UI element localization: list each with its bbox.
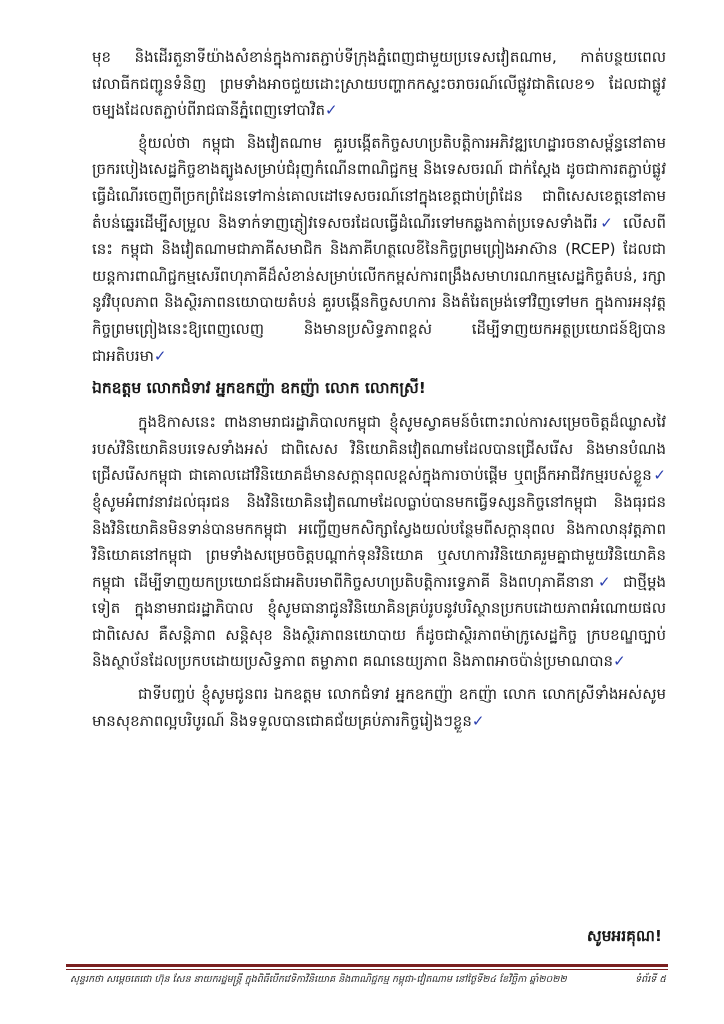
paragraph-3 bbox=[92, 409, 666, 675]
paragraph-4 bbox=[92, 681, 666, 734]
salutation-heading: ឯកឧត្តម លោកជំទាវ អ្នកឧកញ៉ា ឧកញ៉ា លោក លោកស្រី! bbox=[92, 379, 426, 398]
paragraph-4-text: ជាទីបញ្ចប់ ខ្ញុំសូមជូនពរ ឯកឧត្តម លោកជំទាវ អ្នកឧកញ៉ា ឧកញ៉ា លោក លោកស្រីទាំងអស់សូមមានសុខភាពល្អបរិបូរណ៍ និងទទួលបានជោគជ័យគ្រប់ភារកិច្ចរៀងៗខ្លួន bbox=[92, 685, 666, 730]
page-footer bbox=[70, 973, 666, 987]
checkmark-icon: ✓ bbox=[153, 346, 167, 365]
paragraph-3-text: ក្នុងឱកាសនេះ ពាងនាមរាជរដ្ឋាភិបាលកម្ពុជា ខ្ញុំសូមស្វាគមន៍ចំពោះរាល់ការសម្រេចចិត្តដ៏ឈ្លាសវៃរបស់វិនិយោគិនបរទេសទាំងអស់ ជាពិសេស វិនិយោគិនវៀតណាមដែលបានជ្រើសរើស និងមានបំណងជ្រើសរើសកម្ពុជា ជាគោលដៅវិនិយោគដ៏មានសក្តានុពលខ្ពស់ក្នុងការចាប់ផ្តើម ឬពង្រីកអាជីវកម្មរបស់ខ្លួន bbox=[92, 413, 666, 485]
paragraph-2 bbox=[92, 130, 666, 369]
checkmark-icon: ✓ bbox=[651, 466, 666, 485]
checkmark-icon: ✓ bbox=[597, 213, 616, 232]
footer-divider bbox=[66, 964, 668, 967]
page-body bbox=[92, 44, 666, 740]
footer-speech-title: សុន្ទរកថា សម្តេចតេជោ ហ៊ុន សែន នាយករដ្ឋមន្ត្រី ក្នុងពិធីបើកវេទិកាវិនិយោគ និងពាណិជ្ជកម្ម កម្ពុជា-វៀតណាម នៅថ្ងៃទី២៤ ខែវិច្ឆិកា ឆ្នាំ២០២២ bbox=[70, 974, 567, 985]
checkmark-icon: ✓ bbox=[471, 711, 485, 730]
footer-divider-thin bbox=[66, 969, 668, 970]
page-number: ទំព័រទី ៥ bbox=[635, 974, 666, 985]
checkmark-icon: ✓ bbox=[324, 101, 338, 120]
paragraph-2-text: ខ្ញុំយល់ថា កម្ពុជា និងវៀតណាម គួរបង្កើតកិច្ចសហប្រតិបត្តិការអភិវឌ្ឍហេដ្ឋារចនាសម្ព័ន្ធនៅតាមច្រករបៀងសេដ្ឋកិច្ចខាងត្បូងសម្រាប់ជំរុញកំណើនពាណិជ្ជកម្ម និងទេសចរណ៍ ជាក់ស្តែង ដូចជាការតភ្ជាប់ផ្លូវធ្វើដំណើរចេញពីច្រកព្រំដែនទៅកាន់គោលដៅទេសចរណ៍នៅក្នុងខេត្តជាប់ព្រំដែន ជាពិសេសខេត្តនៅតាមតំបន់ឆ្នេរដើម្បីសម្រួល និងទាក់ទាញភ្ញៀវទេសចរដែលធ្វើដំណើរទៅមកឆ្លងកាត់ប្រទេសទាំងពីរ bbox=[92, 133, 666, 232]
closing-thanks: សូមអរគុណ! bbox=[586, 927, 662, 945]
paragraph-1 bbox=[92, 44, 666, 124]
paragraph-1-text: មុខ និងដើរតួនាទីយ៉ាងសំខាន់ក្នុងការតភ្ជាប់ទីក្រុងភ្នំពេញជាមួយប្រទេសវៀតណាម, កាត់បន្ថយពេលវេលាធីកជញ្ជូនទំនិញ ព្រមទាំងអាចជួយដោះស្រាយបញ្ហាកកស្ទះចរាចរណ៍លើផ្លូវជាតិលេខ១ ដែលជាផ្លូវចម្បងដែលតភ្ជាប់ពីរាជធានីភ្នំពេញទៅបាវិត bbox=[92, 48, 666, 120]
paragraph-3-text-after: ខ្ញុំសូមអំពាវនាវដល់ធុរជន និងវិនិយោគិនវៀតណាមដែលធ្លាប់បានមកធ្វើទស្សនកិច្ចនៅកម្ពុជា និងធុរជន និងវិនិយោគិនមិនទាន់បានមកកម្ពុជា អញ្ជើញមកសិក្សាស្វែងយល់បន្ថែមពីសក្តានុពល និងកាលានុវត្តភាពវិនិយោគនៅកម្ពុជា ព្រមទាំងសម្រេចចិត្តបណ្តាក់ទុនវិនិយោគ ឬសហការវិនិយោគរួមគ្នាជាមួយវិនិយោគិនកម្ពុជា ដើម្បីទាញយកប្រយោជន៍ជាអតិបរមាពីកិច្ចសហប្រតិបត្តិការទ្វេភាគី និងពហុភាគីនានា bbox=[92, 492, 666, 591]
checkmark-icon: ✓ bbox=[594, 572, 615, 591]
paragraph-2-text-after: លើសពីនេះ កម្ពុជា និងវៀតណាមជាភាគីសមាជិក និងភាគីហត្ថលេខីនៃកិច្ចព្រមព្រៀងអាស៊ាន (RCEP) ដែលជាយន្តការពាណិជ្ជកម្មសេរីពហុភាគីដ៏សំខាន់សម្រាប់លើកកម្ពស់ការពង្រឹងសមាហរណកម្មសេដ្ឋកិច្ចតំបន់, រក្សានូវវិបុលភាព និងស្ថិរភាពនយោបាយតំបន់ គួរបង្កើនកិច្ចសហការ និងតំរែតម្រង់ទៅវិញទៅមក ក្នុងការអនុវត្តកិច្ចព្រមព្រៀងនេះឱ្យពេញលេញ និងមានប្រសិទ្ធភាពខ្ពស់ ដើម្បីទាញយកអត្ថប្រយោជន៍ឱ្យបានជាអតិបរមា bbox=[92, 213, 666, 365]
checkmark-icon: ✓ bbox=[613, 652, 626, 671]
paragraph-3-text-after-2: ជាថ្មីម្តងទៀត ក្នុងនាមរាជរដ្ឋាភិបាល ខ្ញុំសូមធានាជូនវិនិយោគិនគ្រប់រូបនូវបរិស្ថានប្រកបដោយភាពអំណោយផល ជាពិសេស គឺសន្តិភាព សន្តិសុខ និងស្ថិរភាពនយោបាយ ក៏ដូចជាស្ថិរភាពម៉ាក្រូសេដ្ឋកិច្ច ក្របខណ្ឌច្បាប់ និងស្ថាប័នដែលប្រកបដោយប្រសិទ្ធភាព តម្លាភាព គណនេយ្យភាព និងភាពអាចប៉ាន់ប្រមាណបាន bbox=[92, 572, 666, 671]
